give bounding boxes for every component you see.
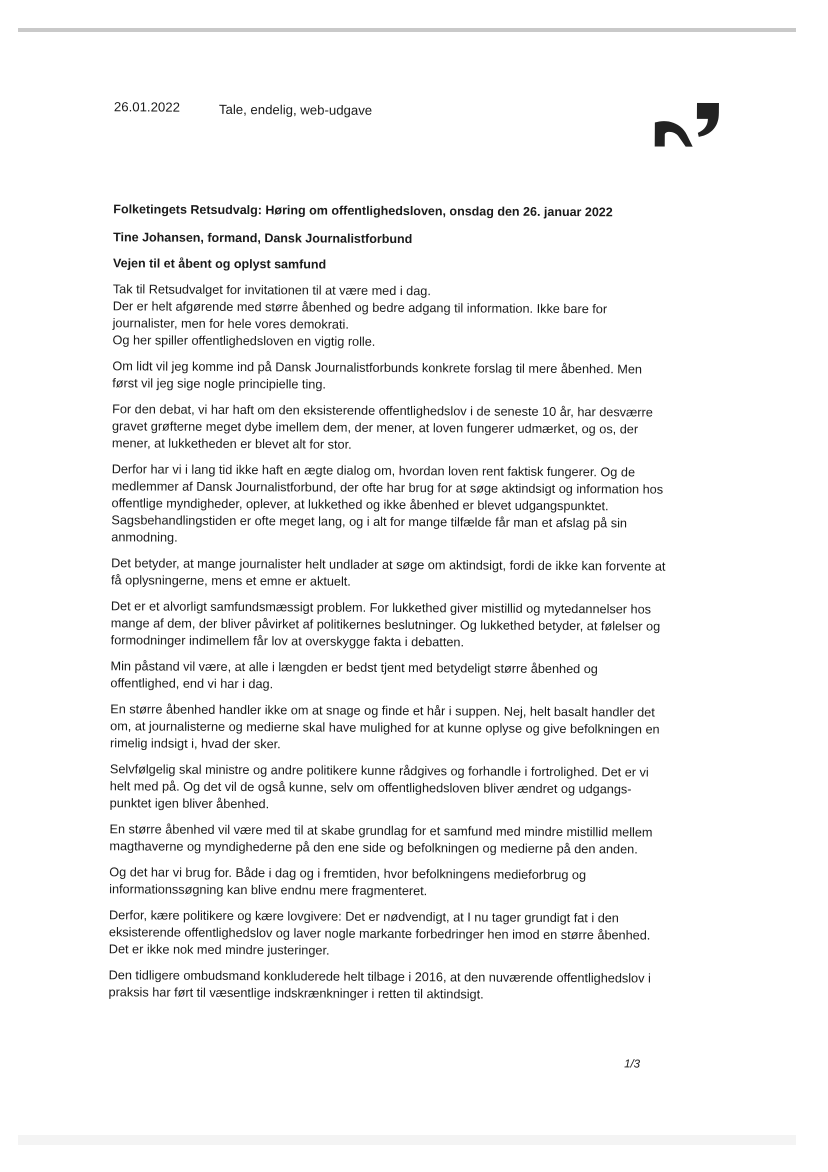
- paragraph-line: Sagsbehandlingstiden er ofte meget lang, og i alt for mange tilfælde får man et afslag på sin: [111, 513, 628, 531]
- document-body: [108, 201, 666, 1013]
- paragraph: [109, 864, 654, 901]
- paragraph-line: gravet grøfterne meget dybe imellem dem, der mener, at loven fungerer udmærket, og os, der: [111, 419, 639, 437]
- paragraph: [108, 967, 653, 1004]
- paragraph-line: praksis har ført til væsentlige indskrænkninger i retten til aktindsigt.: [108, 985, 484, 1002]
- paragraph-line: Min påstand vil være, at alle i længden er bedst tjent med betydeligt større åbenhed og: [110, 659, 598, 677]
- paragraph-line: informationssøgning kan blive endnu mere fragmenteret.: [109, 882, 428, 899]
- paragraph-line: helt med på. Og det vil de også kunne, selv om offentlighedsloven bliver ændret og udgangs-: [109, 779, 632, 797]
- paragraph: [109, 907, 654, 961]
- paragraph-line: eksisterende offentlighedslov og laver nogle markante forbedringer hen imod en større åbenhed.: [108, 925, 651, 943]
- paragraph-line: For den debat, vi har haft om den eksisterende offentlighedslov i de seneste 10 år, har desværre: [112, 402, 653, 420]
- paragraph-line: få oplysningerne, mens et emne er aktuelt.: [111, 573, 351, 589]
- speech-text: [108, 281, 666, 1004]
- paragraph: [112, 401, 657, 455]
- paragraph-line: medlemmer af Dansk Journalistforbund, der ofte har brug for at søge aktindsigt og information hos: [111, 479, 664, 497]
- paragraph-line: offentlighed, end vi har i dag.: [110, 676, 274, 692]
- paragraph-line: En større åbenhed handler ikke om at snage og finde et hår i suppen. Nej, helt basalt handler det: [110, 702, 655, 720]
- paragraph-line: Det er et alvorligt samfundsmæssigt problem. For lukkethed giver mistillid og mytedannelser hos: [110, 599, 652, 617]
- paragraph: [110, 701, 660, 755]
- paragraph-line: offentlige myndigheder, oplever, at lukkethed og ikke åbenhed er blevet udgangspunktet.: [111, 496, 609, 514]
- paragraph-line: først vil jeg sige nogle principielle ting.: [112, 376, 326, 392]
- speech-title: Vejen til et åbent og oplyst samfund: [112, 256, 327, 272]
- paragraph: [112, 281, 657, 352]
- paragraph-line: mener, at lukketheden er blevet alt for stor.: [111, 436, 352, 452]
- paragraph: [111, 555, 666, 592]
- paragraph-line: En større åbenhed vil være med til at skabe grundlag for et samfund med mindre mistillid mellem: [109, 822, 653, 840]
- paragraph-line: Om lidt vil jeg komme ind på Dansk Journalistforbunds konkrete forslag til mere åbenhed. Men: [112, 359, 643, 377]
- paragraph: [110, 598, 661, 652]
- speaker-heading: Tine Johansen, formand, Dansk Journalistforbund: [113, 230, 413, 247]
- paragraph-line: magthaverne og myndighederne på den ene side og befolkningen og medierne på den anden.: [109, 839, 638, 857]
- document-label: Tale, endelig, web-udgave: [218, 101, 373, 118]
- paragraph-line: Selvfølgelig skal ministre og andre politikere kunne rådgives og forhandle i fortrolighed. Det er vi: [109, 762, 649, 780]
- paragraph-line: mange af dem, der bliver påvirket af politikernes beslutninger. Og lukkethed betyder, at følelser og: [110, 616, 661, 634]
- paragraph-line: formodninger indimellem får lov at overskygge fakta i debatten.: [110, 633, 465, 650]
- paragraph-line: Og det har vi brug for. Både i dag og i fremtiden, hvor befolkningens medieforbrug og: [109, 865, 587, 883]
- paragraph-line: Det betyder, at mange journalister helt undlader at søge om aktindsigt, fordi de ikke kan forvente at: [111, 556, 666, 574]
- paragraph-line: Tak til Retsudvalget for invitationen til at være med i dag.: [112, 282, 431, 299]
- paragraph: [112, 358, 657, 395]
- paragraph-line: Og her spiller offentlighedsloven en vigtig rolle.: [112, 333, 376, 349]
- paragraph: [110, 761, 655, 815]
- paragraph-line: Det er ikke nok med mindre justeringer.: [108, 942, 330, 958]
- paragraph-line: Derfor har vi i lang tid ikke haft en ægte dialog om, hvordan loven rent faktisk fungerer. Og de: [111, 462, 636, 480]
- page-number: 1/3: [624, 1058, 641, 1071]
- paragraph-line: journalister, men for hele vores demokrati.: [112, 316, 349, 332]
- paragraph-line: om, at journalisterne og medierne skal have mulighed for at kunne oplyse og give befolkningen en: [110, 719, 660, 737]
- paragraph: [109, 821, 654, 858]
- document-date: 26.01.2022: [113, 99, 181, 115]
- paragraph-line: Derfor, kære politikere og kære lovgivere: Det er nødvendigt, at I nu tager grundigt fat i den: [108, 908, 619, 926]
- hearing-heading: Folketingets Retsudvalg: Høring om offentlighedsloven, onsdag den 26. januar 2022: [113, 202, 613, 220]
- paragraph-line: Den tidligere ombudsmand konkluderede helt tilbage i 2016, at den nuværende offentlighedslov i: [108, 968, 651, 986]
- paragraph-line: punktet igen bliver åbenhed.: [109, 796, 270, 812]
- paragraph-line: anmodning.: [111, 530, 178, 545]
- paragraph-line: rimelig indsigt i, hvad der sker.: [110, 736, 281, 752]
- dj-logo-icon: [653, 103, 719, 147]
- paragraph: [111, 461, 664, 549]
- paragraph: [110, 658, 655, 695]
- paragraph-line: Der er helt afgørende med større åbenhed og bedre adgang til information. Ikke bare for: [112, 299, 608, 317]
